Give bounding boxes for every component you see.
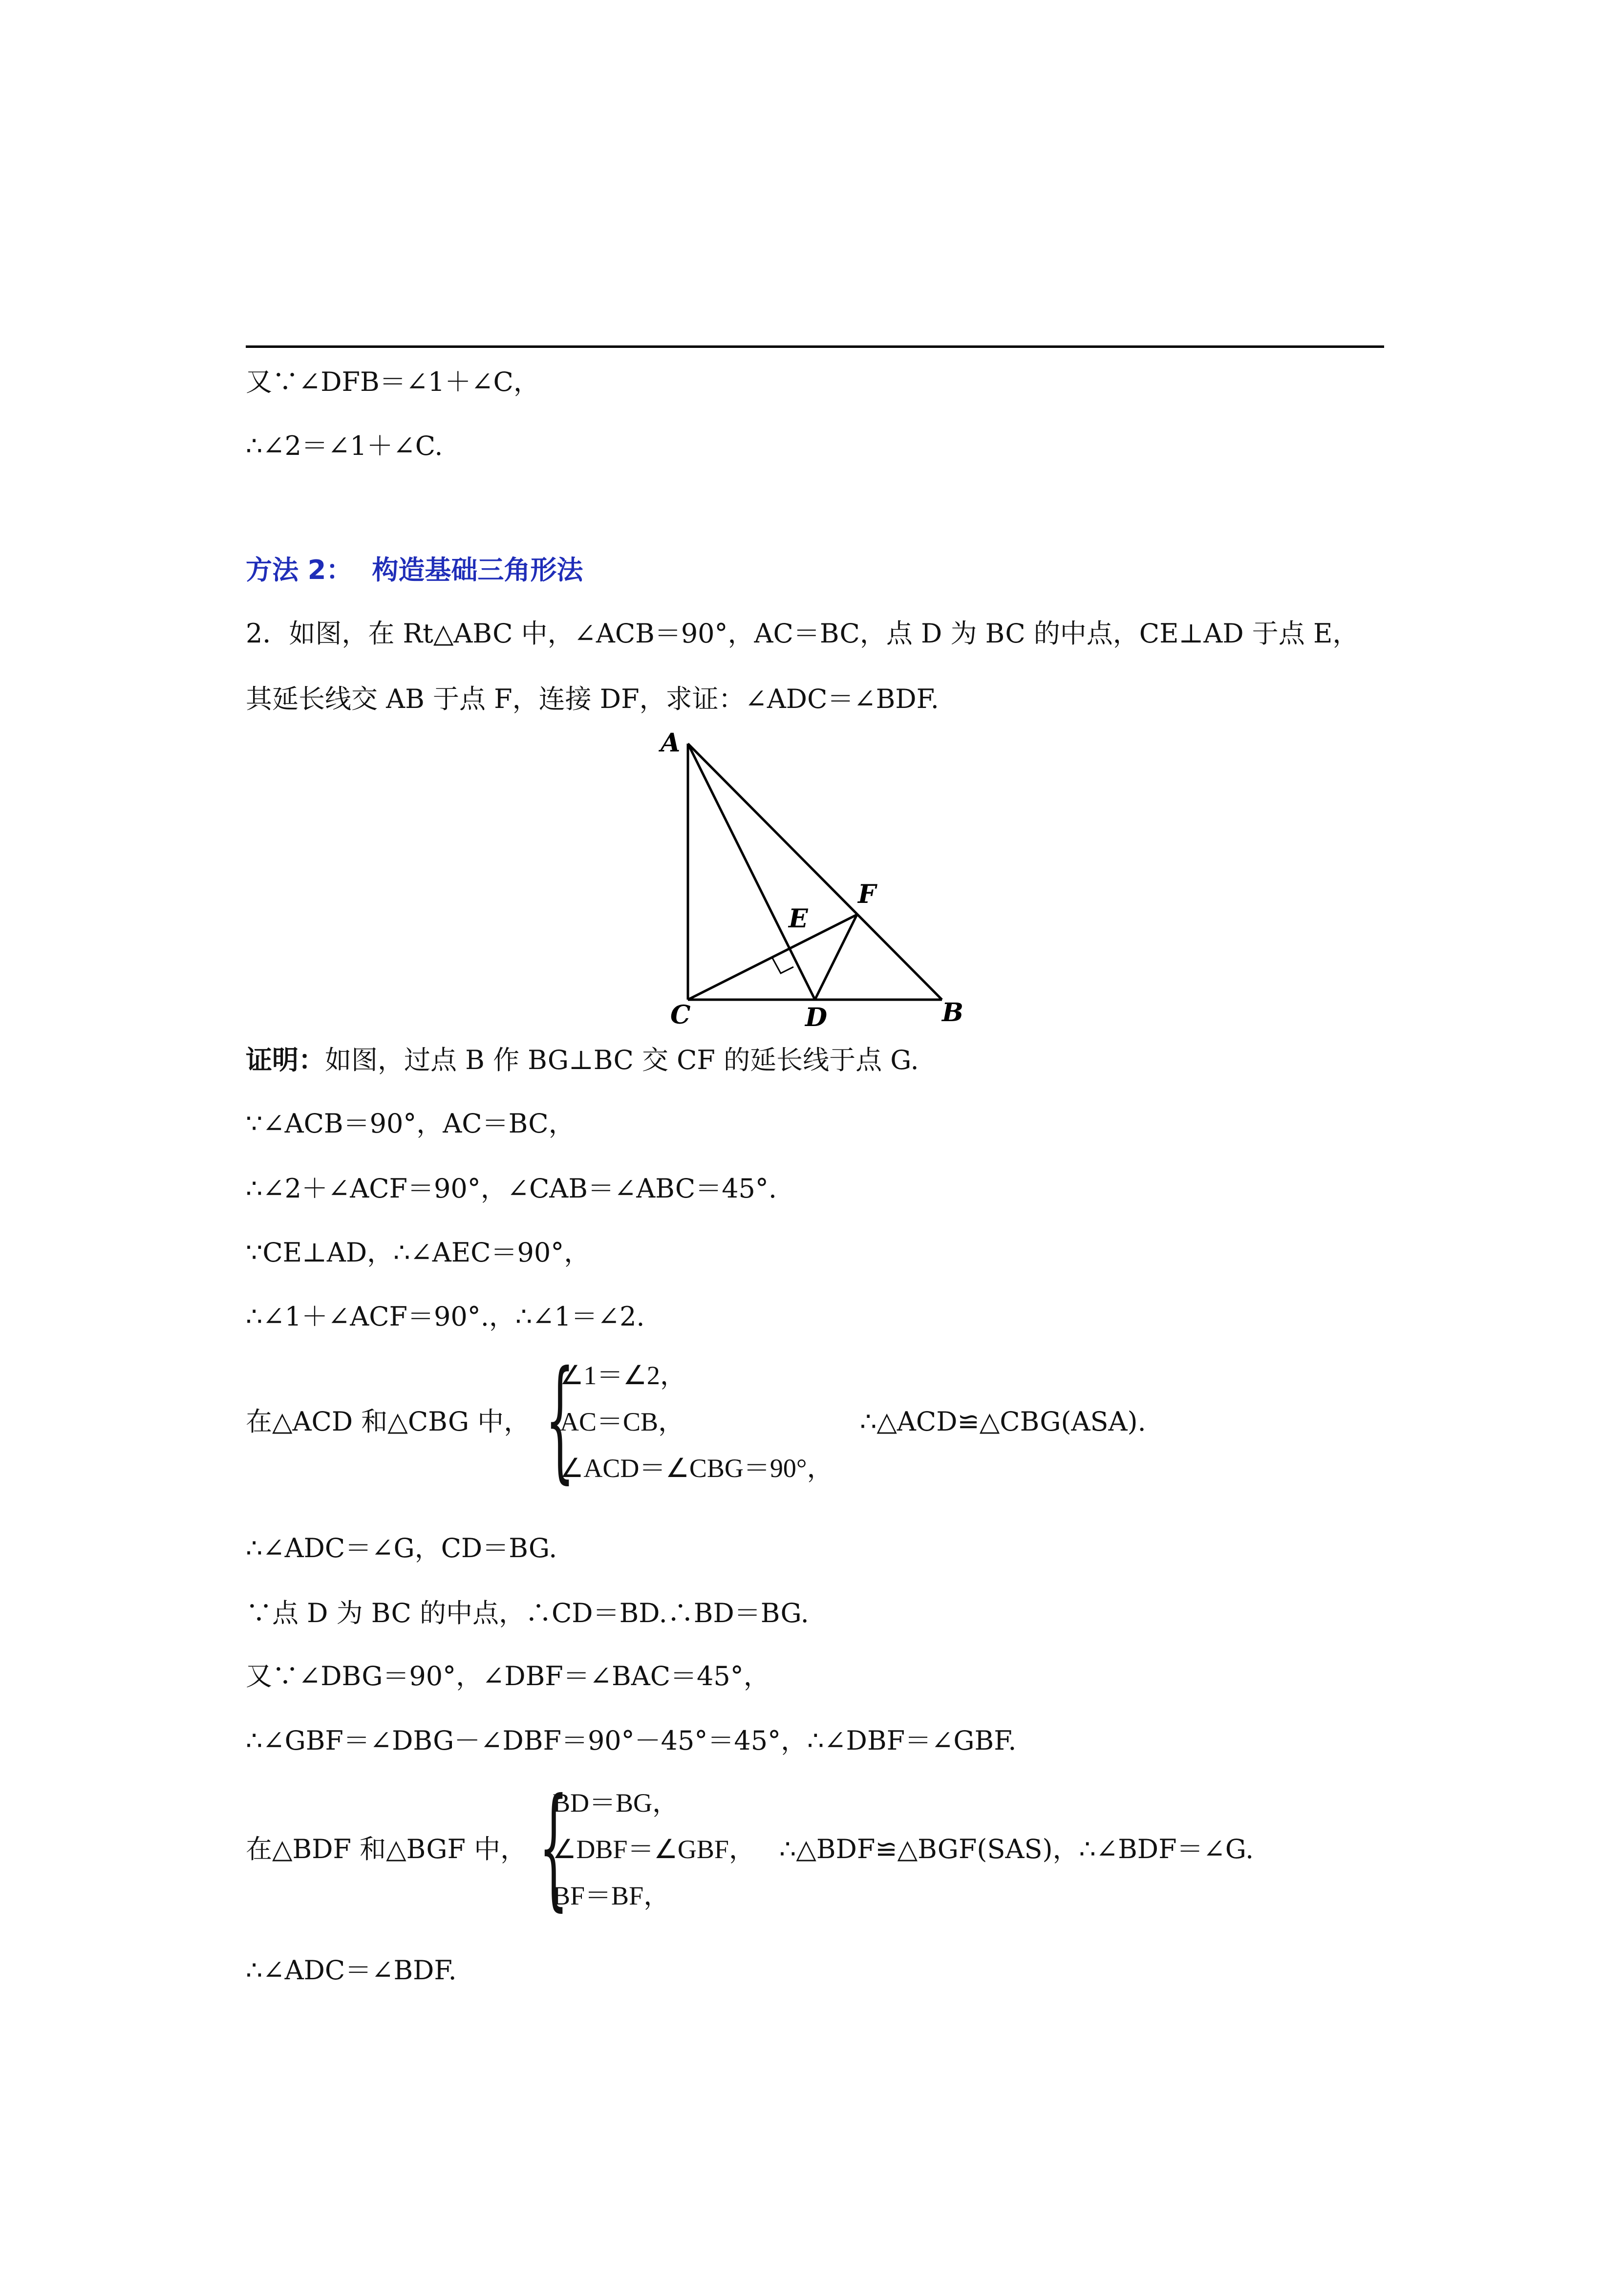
text-line: 又∵∠DFB＝∠1＋∠C， [246, 366, 540, 397]
method-title: 构造基础三角形法 [372, 555, 583, 585]
segment-ab [688, 744, 942, 1000]
label-b: B [942, 998, 963, 1028]
proof-line: ∴∠1＋∠ACF＝90°.，∴∠1＝∠2. [246, 1301, 645, 1332]
right-angle-mark [772, 957, 793, 973]
brace: { [539, 1770, 569, 1924]
problem-line: 其延长线交 AB 于点 F，连接 DF，求证：∠ADC＝∠BDF. [246, 684, 939, 714]
system-row: BF＝BF， [553, 1881, 670, 1910]
proof-final-line: ∴∠ADC＝∠BDF. [246, 1955, 457, 1986]
label-c: C [670, 1000, 691, 1030]
equation-system-1 [246, 1342, 1384, 1496]
proof-line: ∴∠ADC＝∠G，CD＝BG. [246, 1533, 557, 1563]
proof-line: 又∵∠DBG＝90°，∠DBF＝∠BAC＝45°， [246, 1661, 770, 1691]
label-a: A [661, 728, 681, 758]
header-rule [246, 345, 1384, 348]
method-label: 方法 2： [246, 555, 353, 585]
proof-line: ∴∠GBF＝∠DBG－∠DBF＝90°－45°＝45°，∴∠DBF＝∠GBF. [246, 1725, 1017, 1756]
proof-line: ∵点 D 为 BC 的中点，∴CD＝BD.∴BD＝BG. [246, 1598, 809, 1628]
system-label: 在△ACD 和△CBG 中， [246, 1406, 531, 1437]
system-row: ∠ACD＝∠CBG＝90°， [560, 1454, 833, 1483]
text-line: ∴∠2＝∠1＋∠C. [246, 430, 443, 461]
system-row: BD＝BG， [553, 1788, 679, 1818]
proof-line: ∴∠2＋∠ACF＝90°，∠CAB＝∠ABC＝45°. [246, 1173, 777, 1204]
proof-line: ∵CE⊥AD，∴∠AEC＝90°， [246, 1237, 591, 1268]
proof-head: 证明： [246, 1044, 325, 1075]
equation-system-2 [246, 1770, 1384, 1924]
system-conclusion: ∴△ACD≌△CBG(ASA). [860, 1406, 1146, 1437]
segment-ad [688, 744, 815, 1000]
system-row: ∠DBF＝∠GBF， [553, 1835, 755, 1864]
system-label: 在△BDF 和△BGF 中， [246, 1834, 527, 1864]
system-rows [560, 1358, 833, 1498]
label-e: E [789, 904, 808, 934]
system-row: AC＝CB， [560, 1407, 685, 1436]
method-heading [246, 553, 583, 587]
label-f: F [858, 879, 876, 909]
system-row: ∠1＝∠2， [560, 1361, 686, 1390]
geometry-figure [635, 723, 997, 1036]
problem-line: 2．如图，在 Rt△ABC 中，∠ACB＝90°，AC＝BC，点 D 为 BC 的中点，CE⊥AD 于点 E， [246, 618, 1359, 649]
proof-intro-line [246, 1043, 919, 1077]
proof-intro: 如图，过点 B 作 BG⊥BC 交 CF 的延长线于点 G. [325, 1045, 919, 1075]
system-rows [553, 1786, 755, 1925]
system-conclusion: ∴△BDF≌△BGF(SAS)，∴∠BDF＝∠G. [779, 1834, 1254, 1864]
label-d: D [805, 1003, 828, 1032]
brace: { [545, 1342, 575, 1496]
proof-line: ∵∠ACB＝90°，AC＝BC， [246, 1108, 575, 1139]
segment-df [815, 915, 857, 1000]
